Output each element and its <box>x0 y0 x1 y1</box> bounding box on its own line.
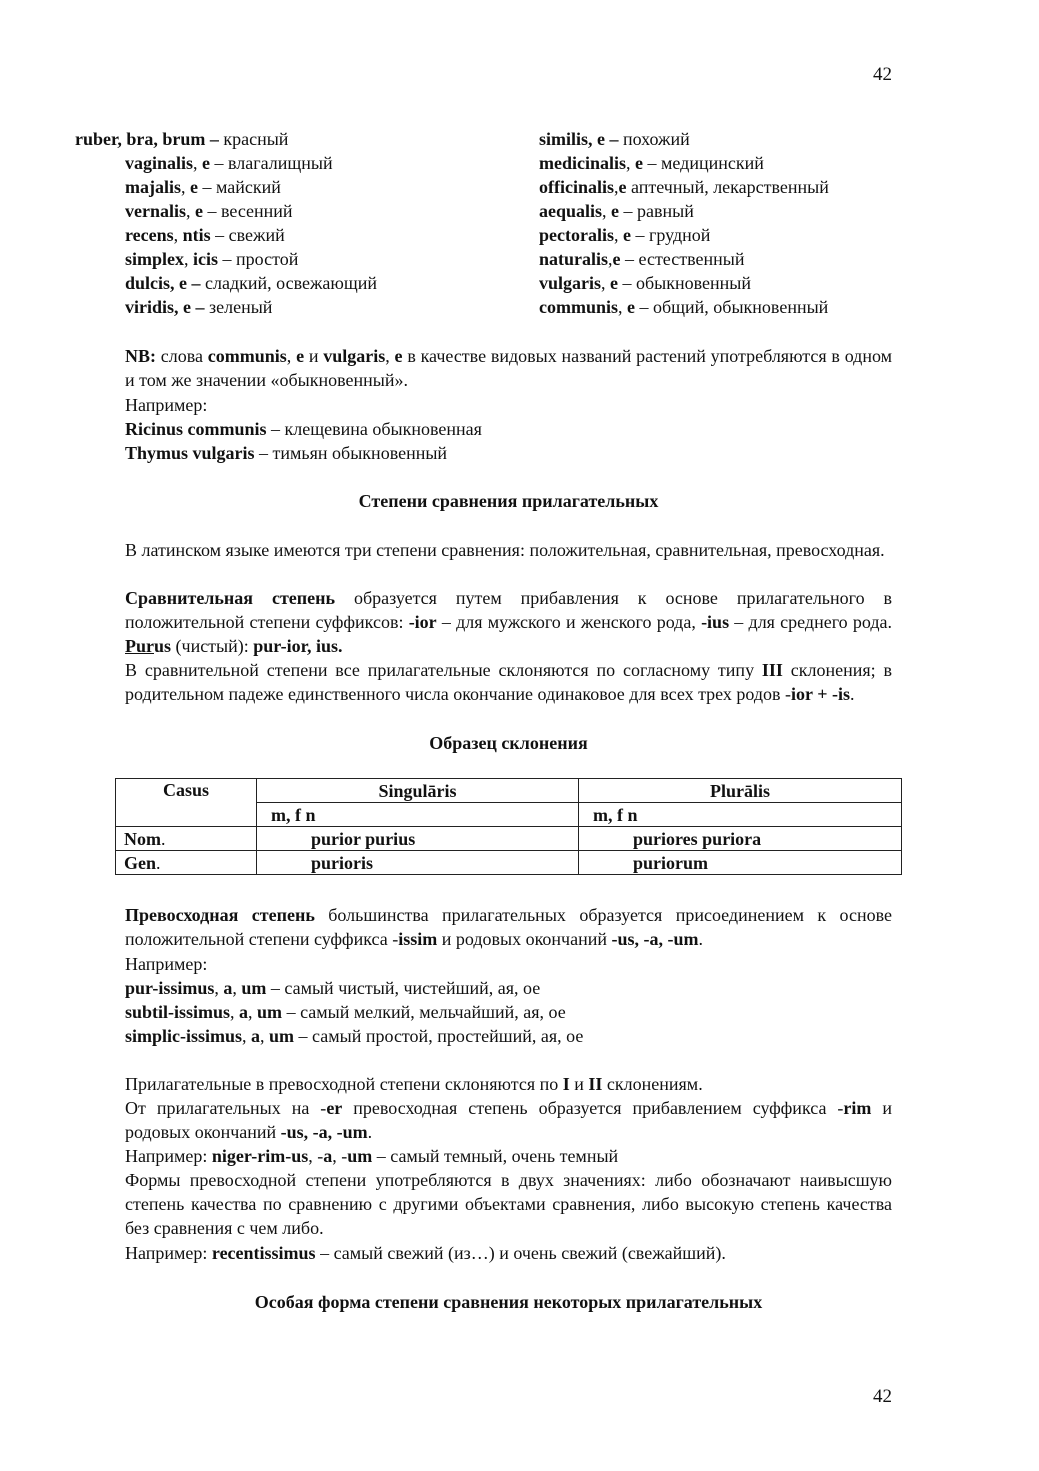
table-row <box>116 851 902 875</box>
vocab-item: ruber, bra, brum – красный <box>75 129 289 149</box>
vocab-item: vaginalis, e – влагалищный <box>125 153 333 173</box>
intro-paragraph: В латинском языке имеются три степени сравнения: положительная, сравнительная, превосходная. <box>125 540 885 560</box>
er-rule-paragraph: От прилагательных на -er превосходная степень образуется прибавлением суффикса -rim и родовых окончаний -us, -a, -um. <box>125 1098 892 1142</box>
table-header-row <box>116 779 902 803</box>
vocab-item: recens, ntis – свежий <box>125 225 285 245</box>
vocab-item: majalis, e – майский <box>125 177 281 197</box>
subheader-pluralis: m, f n <box>579 803 902 827</box>
vocab-item: vernalis, e – весенний <box>125 201 293 221</box>
example-label: Например: <box>125 954 208 974</box>
table-row <box>116 827 902 851</box>
usage-example: Например: recentissimus – самый свежий (из…) и очень свежий (свежайший). <box>125 1243 726 1263</box>
vocab-item: viridis, e – зеленый <box>125 297 273 317</box>
header-pluralis: Plurālis <box>579 779 902 803</box>
vocab-item: medicinalis, e – медицинский <box>539 153 764 173</box>
vocab-item: communis, e – общий, обыкновенный <box>539 297 829 317</box>
nb-example: Ricinus communis – клещевина обыкновенная <box>125 419 482 439</box>
subheader-singularis: m, f n <box>257 803 579 827</box>
declension-table <box>115 778 902 875</box>
vocab-item: aequalis, e – равный <box>539 201 694 221</box>
table-heading: Образец склонения <box>429 733 588 753</box>
superlative-example: pur-issimus, a, um – самый чистый, чистейший, ая, ое <box>125 978 541 998</box>
nb-example: Thymus vulgaris – тимьян обыкновенный <box>125 443 448 463</box>
section-heading: Особая форма степени сравнения некоторых прилагательных <box>254 1292 763 1312</box>
declension-note: Прилагательные в превосходной степени склоняются по I и II склонениям. <box>125 1074 703 1094</box>
case-cell: Nom. <box>116 827 257 851</box>
superlative-example: subtil-issimus, a, um – самый мелкий, мельчайший, ая, ое <box>125 1002 566 1022</box>
vocab-item: simplex, icis – простой <box>125 249 299 269</box>
vocab-item: vulgaris, e – обыкновенный <box>539 273 752 293</box>
vocab-item: naturalis,e – естественный <box>539 249 745 269</box>
vocab-item: officinalis,e аптечный, лекарственный <box>539 177 829 197</box>
vocab-item: similis, e – похожий <box>539 129 690 149</box>
case-cell: Gen. <box>116 851 257 875</box>
page-number-top: 42 <box>873 64 892 85</box>
plural-cell: puriores puriora <box>579 827 902 851</box>
comparative-paragraph: Сравнительная степень образуется путем прибавления к основе прилагательного в положительной степени суффиксов: -ior – для мужского и женского рода, -ius – для среднего рода. Purus (чистый): pur-ior, ius. <box>125 588 892 656</box>
vocab-item: dulcis, e – сладкий, освежающий <box>125 273 377 293</box>
singular-cell: purioris <box>257 851 579 875</box>
superlative-paragraph: Превосходная степень большинства прилагательных образуется присоединением к основе положительной степени суффикса -issim и родовых окончаний -us, -a, -um. <box>125 905 892 949</box>
vocab-item: pectoralis, e – грудной <box>539 225 711 245</box>
superlative-example: simplic-issimus, a, um – самый простой, простейший, ая, ое <box>125 1026 584 1046</box>
header-singularis: Singulāris <box>257 779 579 803</box>
singular-cell: purior purius <box>257 827 579 851</box>
nb-note: NB: слова communis, e и vulgaris, e в качестве видовых названий растений употребляются в одном и том же значении «обыкновенный». <box>125 346 893 390</box>
header-casus: Casus <box>116 779 257 827</box>
section-heading: Степени сравнения прилагательных <box>358 491 659 511</box>
usage-paragraph: Формы превосходной степени употребляются в двух значениях: либо обозначают наивысшую степень качества по сравнению с другими объектами сравнения, либо высокую степень качества без сравнения с чем либо. <box>125 1170 892 1238</box>
example-label: Например: <box>125 395 208 415</box>
page-number-bottom: 42 <box>873 1386 892 1407</box>
plural-cell: puriorum <box>579 851 902 875</box>
er-example: Например: niger-rim-us, -a, -um – самый темный, очень темный <box>125 1146 619 1166</box>
declension-paragraph: В сравнительной степени все прилагательные склоняются по согласному типу III склонения; в родительном падеже единственного числа окончание одинаковое для всех трех родов -ior + -is. <box>125 660 892 704</box>
